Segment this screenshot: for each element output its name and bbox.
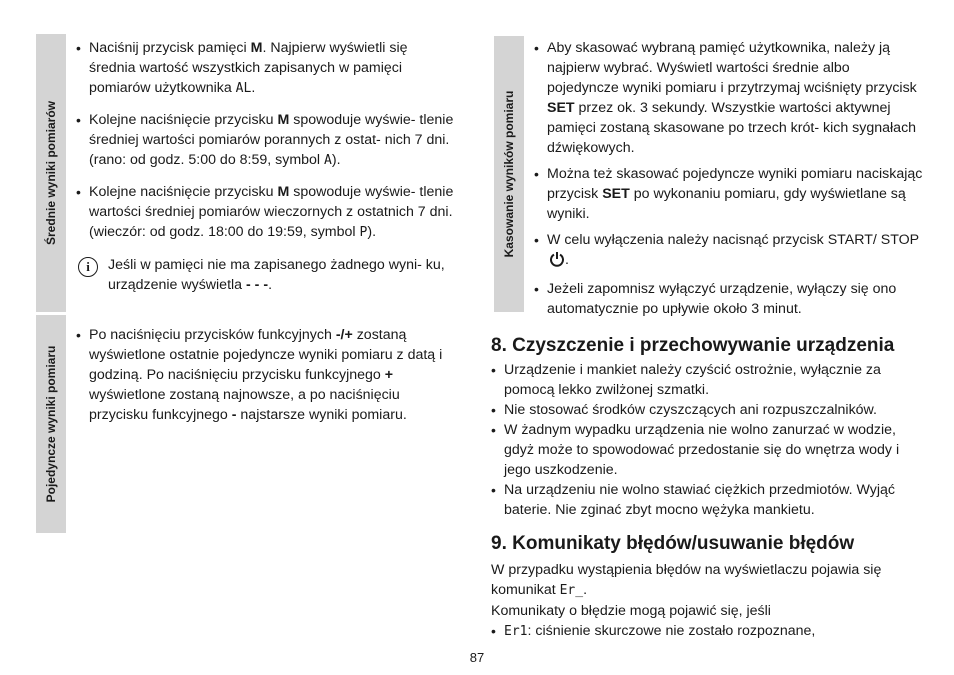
text: . <box>251 80 256 96</box>
text: Jeżeli zapomnisz wyłączyć urządzenie, wyłączy się ono automatycznie po upływie około 3 minut. <box>547 281 897 317</box>
list-item: • Na urządzeniu nie wolno stawiać ciężkich przedmiotów. Wyjąć baterie. Nie zginać zbyt mocno wężyka mankietu. <box>491 480 924 520</box>
list-item <box>76 325 456 425</box>
section-tab-averages <box>36 34 66 312</box>
text: Aby skasować wybraną pamięć użytkownika, należy ją najpierw wybrać. Wyświetl wartości średnie albo pojedyncze wyniki pomiaru i przytrzymaj wciśnięty przycisk <box>547 40 917 96</box>
text: W przypadku wystąpienia błędów na wyświetlaczu pojawia się komunikat <box>491 562 882 598</box>
key-set: SET <box>547 100 575 116</box>
page-number: 87 <box>469 650 485 665</box>
section-heading-errors: 9. Komunikaty błędów/usuwanie błędów <box>491 533 855 554</box>
text: przez ok. 3 sekundy. Wszystkie wartości aktywnej pamięci zostaną skasowane po trzech krót- kich sygnałach dźwiękowych. <box>547 100 917 156</box>
cleaning-list <box>491 360 924 520</box>
error-symbol: Er_ <box>559 583 584 598</box>
errors-list <box>491 621 924 642</box>
text: Kolejne naciśnięcie przycisku <box>89 112 278 128</box>
info-icon: i <box>78 257 98 277</box>
key-minus-plus: -/+ <box>335 327 353 343</box>
text: zostaną wyświetlone ostatnie pojedyncze wyniki pomiaru z datą i godziną. Po naciśnięciu przycisku funkcyjnego <box>89 327 443 383</box>
key-m: M <box>277 112 290 128</box>
section-tab-deleting <box>494 36 524 312</box>
list-item: • Urządzenie i mankiet należy czyścić ostrożnie, wyłącznie za pomocą lekko zwilżonej szmatki. <box>491 360 924 400</box>
list-item <box>491 621 924 642</box>
averages-list <box>76 38 456 243</box>
text: najstarsze wyniki pomiaru. <box>236 407 407 423</box>
section-tab-single-results-label: Pojedyncze wyniki pomiaru <box>44 345 58 503</box>
text: Naciśnij przycisk pamięci <box>89 40 251 56</box>
section-heading-cleaning: 8. Czyszczenie i przechowywanie urządzenia <box>491 335 895 356</box>
dashes-symbol: - - - <box>246 277 269 293</box>
key-m: M <box>277 184 290 200</box>
section-tab-deleting-label: Kasowanie wyników pomiaru <box>502 90 516 258</box>
key-m: M <box>250 40 263 56</box>
text: Można też skasować pojedyncze wyniki pomiaru naciskając przycisk <box>547 166 923 202</box>
right-column <box>534 38 924 319</box>
text: W celu wyłączenia należy nacisnąć przycisk START/ STOP <box>547 232 919 248</box>
text: ). <box>367 224 377 240</box>
text: . <box>565 252 569 268</box>
deleting-list <box>534 38 924 319</box>
text: : ciśnienie skurczowe nie zostało rozpoznane, <box>527 623 816 639</box>
list-item: • Nie stosować środków czyszczących ani rozpuszczalników. <box>491 400 924 420</box>
text: wyświetlone zostaną najnowsze, a po naciśnięciu przycisku funkcyjnego <box>89 387 400 423</box>
text: Kolejne naciśnięcie przycisku <box>89 184 278 200</box>
list-item <box>534 230 924 273</box>
text: . <box>268 277 273 293</box>
list-item <box>534 38 924 158</box>
left-column <box>76 38 456 425</box>
list-item <box>76 38 456 99</box>
display-symbol: A <box>324 153 332 168</box>
list-item <box>534 279 924 319</box>
list-item <box>76 110 456 171</box>
text: spowoduje wyświe- tlenie wartości średniej pomiarów wieczornych z ostatnich 7 dni. (wieczór: od godz. 18:00 do 19:59, symbol <box>89 184 454 240</box>
right-column-lower <box>491 334 924 642</box>
section-tab-averages-label: Średnie wyniki pomiarów <box>44 100 58 246</box>
key-set: SET <box>602 186 630 202</box>
text: . Najpierw wyświetli się średnia wartość wszystkich zapisanych w pamięci pomiarów użytkownika <box>89 40 408 96</box>
display-symbol: P <box>359 225 368 240</box>
power-icon <box>549 251 565 273</box>
text: po wykonaniu pomiaru, gdy wyświetlane są wyniki. <box>547 186 906 222</box>
text: spowoduje wyświe- tlenie średniej wartości pomiarów porannych z ostat- nich 7 dni. (rano: od godz. 5:00 do 8:59, symbol <box>89 112 454 168</box>
text: Po naciśnięciu przycisków funkcyjnych <box>89 327 336 343</box>
errors-condition: Komunikaty o błędzie mogą pojawić się, jeśli <box>491 603 771 619</box>
list-item <box>534 164 924 224</box>
single-results-list <box>76 325 456 425</box>
errors-intro <box>491 560 924 601</box>
list-item <box>76 182 456 243</box>
text: . <box>583 582 588 598</box>
text: ). <box>331 152 341 168</box>
list-item: • W żadnym wypadku urządzenia nie wolno zanurzać w wodzie, gdyż może to spowodować przedostanie się do wnętrza wody i jego uszkodzenie. <box>491 420 924 480</box>
text: Jeśli w pamięci nie ma zapisanego żadnego wyni- ku, urządzenie wyświetla <box>108 257 445 293</box>
key-plus: + <box>384 367 394 383</box>
display-symbol: AL <box>235 81 252 96</box>
error-code-symbol: Er1 <box>504 624 528 639</box>
info-note <box>76 255 456 295</box>
section-tab-single-results <box>36 315 66 533</box>
key-minus: - <box>231 407 237 423</box>
